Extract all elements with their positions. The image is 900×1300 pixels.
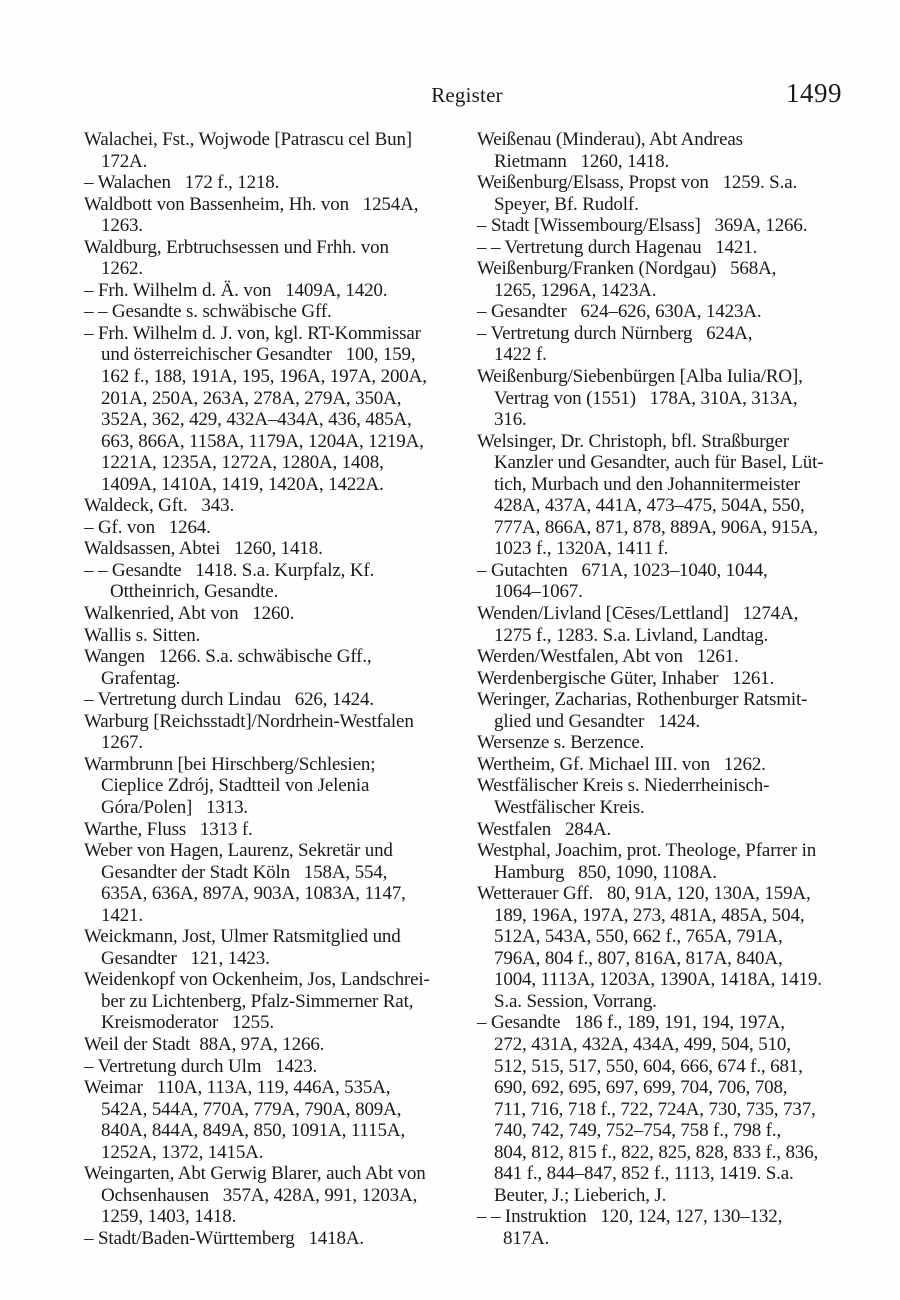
index-line: Walachei, Fst., Wojwode [Patrascu cel Bun]: [84, 129, 412, 150]
index-line: Weringer, Zacharias, Rothenburger Ratsmit-: [477, 689, 808, 711]
index-line: Werdenbergische Güter, Inhaber 1261.: [477, 667, 775, 689]
index-line: Waldbott von Bassenheim, Hh. von 1254A,: [84, 193, 419, 215]
index-line: 663, 866A, 1158A, 1179A, 1204A, 1219A,: [101, 430, 424, 452]
index-line: Wertheim, Gf. Michael III. von 1262.: [477, 753, 766, 775]
page-number: 1499: [786, 78, 842, 108]
index-line: – – Gesandte s. schwäbische Gff.: [84, 301, 332, 323]
index-line: Ochsenhausen 357A, 428A, 991, 1203A,: [101, 1184, 418, 1206]
index-line: – Gesandter 624–626, 630A, 1423A.: [477, 301, 762, 323]
index-line: 840A, 844A, 849A, 850, 1091A, 1115A,: [101, 1120, 406, 1142]
index-line: Weil der Stadt 88A, 97A, 1266.: [84, 1033, 325, 1055]
index-line: Vertrag von (1551) 178A, 310A, 313A,: [494, 387, 798, 409]
index-line: Warthe, Fluss 1313 f.: [84, 818, 253, 840]
index-line: und österreichischer Gesandter 100, 159,: [101, 344, 416, 366]
index-line: 711, 716, 718 f., 722, 724A, 730, 735, 737,: [494, 1098, 816, 1120]
index-line: Weißenburg/Franken (Nordgau) 568A,: [477, 258, 777, 280]
index-line: Waldsassen, Abtei 1260, 1418.: [84, 538, 323, 560]
index-line: 1267.: [101, 732, 144, 754]
index-line: – – Gesandte 1418. S.a. Kurpfalz, Kf.: [84, 559, 375, 581]
index-line: 189, 196A, 197A, 273, 481A, 485A, 504,: [494, 904, 805, 926]
index-line: Beuter, J.; Lieberich, J.: [494, 1184, 667, 1206]
index-line: 635A, 636A, 897A, 903A, 1083A, 1147,: [101, 883, 406, 905]
index-line: Werden/Westfalen, Abt von 1261.: [477, 646, 739, 668]
index-line: Waldeck, Gft. 343.: [84, 495, 235, 517]
index-line: Westfälischer Kreis s. Niederrheinisch-: [477, 775, 770, 797]
index-line: Rietmann 1260, 1418.: [494, 150, 670, 172]
index-line: 1004, 1113A, 1203A, 1390A, 1418A, 1419.: [494, 969, 822, 991]
index-line: Kreismoderator 1255.: [101, 1012, 274, 1034]
index-line: Hamburg 850, 1090, 1108A.: [494, 861, 717, 883]
index-line: 1421.: [101, 904, 144, 926]
index-line: – Vertretung durch Lindau 626, 1424.: [84, 689, 374, 711]
index-line: Weber von Hagen, Laurenz, Sekretär und: [84, 840, 393, 862]
index-line: 1275 f., 1283. S.a. Livland, Landtag.: [494, 624, 769, 646]
index-line: Weickmann, Jost, Ulmer Ratsmitglied und: [84, 926, 401, 948]
index-line: Wenden/Livland [Cēses/Lettland] 1274A,: [477, 603, 799, 625]
index-line: Welsinger, Dr. Christoph, bfl. Straßburger: [477, 430, 789, 452]
index-line: glied und Gesandter 1424.: [494, 710, 700, 732]
index-line: 201A, 250A, 263A, 278A, 279A, 350A,: [101, 387, 402, 409]
index-line: Warburg [Reichsstadt]/Nordrhein-Westfalen: [84, 710, 414, 732]
index-line: – Gutachten 671A, 1023–1040, 1044,: [477, 559, 768, 581]
index-line: 690, 692, 695, 697, 699, 704, 706, 708,: [494, 1077, 788, 1099]
index-line: 740, 742, 749, 752–754, 758 f., 798 f.,: [494, 1120, 782, 1142]
index-line: 428A, 437A, 441A, 473–475, 504A, 550,: [494, 495, 805, 517]
index-line: 841 f., 844–847, 852 f., 1113, 1419. S.a.: [494, 1163, 794, 1185]
index-line: 777A, 866A, 871, 878, 889A, 906A, 915A,: [494, 516, 819, 538]
index-line: 162 f., 188, 191A, 195, 196A, 197A, 200A,: [101, 366, 427, 388]
running-header: [84, 78, 850, 108]
index-line: Góra/Polen] 1313.: [101, 796, 249, 818]
index-line: Wangen 1266. S.a. schwäbische Gff.,: [84, 646, 372, 668]
index-line: ber zu Lichtenberg, Pfalz-Simmerner Rat,: [101, 990, 414, 1012]
index-line: 804, 812, 815 f., 822, 825, 828, 833 f., 836,: [494, 1141, 819, 1163]
index-line: Weißenburg/Elsass, Propst von 1259. S.a.: [477, 172, 798, 194]
index-line: 1221A, 1235A, 1272A, 1280A, 1408,: [101, 452, 384, 474]
index-line: – Gf. von 1264.: [84, 516, 211, 538]
index-line: – Vertretung durch Ulm 1423.: [84, 1055, 318, 1077]
index-line: Gesandter 121, 1423.: [101, 947, 270, 969]
index-line: 352A, 362, 429, 432A–434A, 436, 485A,: [101, 409, 412, 431]
index-line: 512, 515, 517, 550, 604, 666, 674 f., 681,: [494, 1055, 803, 1077]
index-line: – Stadt/Baden-Württemberg 1418A.: [84, 1227, 365, 1249]
index-line: – – Instruktion 120, 124, 127, 130–132,: [477, 1206, 783, 1228]
index-line: – Walachen 172 f., 1218.: [84, 172, 280, 194]
index-line: 1259, 1403, 1418.: [101, 1206, 237, 1228]
index-line: 1262.: [101, 258, 144, 280]
index-line: 1265, 1296A, 1423A.: [494, 279, 657, 301]
index-line: Westfälischer Kreis.: [494, 796, 645, 818]
index-line: 1409A, 1410A, 1419, 1420A, 1422A.: [101, 473, 384, 495]
running-title: Register: [431, 83, 503, 107]
index-line: 1263.: [101, 215, 144, 237]
index-line: Westphal, Joachim, prot. Theologe, Pfarrer in: [477, 840, 817, 862]
index-line: Weimar 110A, 113A, 119, 446A, 535A,: [84, 1077, 391, 1099]
index-line: – Gesandte 186 f., 189, 191, 194, 197A,: [477, 1012, 785, 1034]
index-line: Weißenburg/Siebenbürgen [Alba Iulia/RO],: [477, 366, 803, 388]
index-line: Ottheinrich, Gesandte.: [110, 581, 279, 603]
index-line: 1064–1067.: [494, 581, 583, 603]
index-line: Weidenkopf von Ockenheim, Jos, Landschrei-: [84, 969, 430, 991]
index-line: – Vertretung durch Nürnberg 624A,: [477, 322, 753, 344]
index-line: – Stadt [Wissembourg/Elsass] 369A, 1266.: [477, 215, 808, 237]
index-column-right: [477, 129, 859, 1249]
index-line: Westfalen 284A.: [477, 818, 612, 840]
index-line: Gesandter der Stadt Köln 158A, 554,: [101, 861, 388, 883]
index-line: S.a. Session, Vorrang.: [494, 990, 657, 1012]
index-line: Kanzler und Gesandter, auch für Basel, Lüt-: [494, 452, 824, 474]
index-line: 272, 431A, 432A, 434A, 499, 504, 510,: [494, 1033, 791, 1055]
index-line: 796A, 804 f., 807, 816A, 817A, 840A,: [494, 947, 783, 969]
index-line: Cieplice Zdrój, Stadtteil von Jelenia: [101, 775, 370, 797]
index-line: 316.: [494, 409, 527, 431]
index-line: – Frh. Wilhelm d. J. von, kgl. RT-Kommissar: [84, 322, 421, 344]
index-line: Grafentag.: [101, 667, 181, 689]
index-line: 542A, 544A, 770A, 779A, 790A, 809A,: [101, 1098, 402, 1120]
index-line: 172A.: [101, 150, 148, 172]
index-line: – – Vertretung durch Hagenau 1421.: [477, 236, 758, 258]
index-line: 512A, 543A, 550, 662 f., 765A, 791A,: [494, 926, 783, 948]
index-line: Weingarten, Abt Gerwig Blarer, auch Abt von: [84, 1163, 426, 1185]
index-line: 1422 f.: [494, 344, 547, 366]
index-line: Wetterauer Gff. 80, 91A, 120, 130A, 159A,: [477, 883, 811, 905]
index-line: Weißenau (Minderau), Abt Andreas: [477, 129, 743, 150]
index-line: 817A.: [503, 1227, 550, 1249]
index-line: Warmbrunn [bei Hirschberg/Schlesien;: [84, 753, 376, 775]
index-line: 1023 f., 1320A, 1411 f.: [494, 538, 669, 560]
index-line: 1252A, 1372, 1415A.: [101, 1141, 264, 1163]
index-line: – Frh. Wilhelm d. Ä. von 1409A, 1420.: [84, 279, 388, 301]
index-line: Wersenze s. Berzence.: [477, 732, 645, 754]
index-line: tich, Murbach und den Johannitermeister: [494, 473, 800, 495]
index-column-left: [84, 129, 466, 1249]
index-line: Speyer, Bf. Rudolf.: [494, 193, 639, 215]
index-line: Waldburg, Erbtruchsessen und Frhh. von: [84, 236, 389, 258]
index-line: Walkenried, Abt von 1260.: [84, 603, 295, 625]
index-line: Wallis s. Sitten.: [84, 624, 201, 646]
